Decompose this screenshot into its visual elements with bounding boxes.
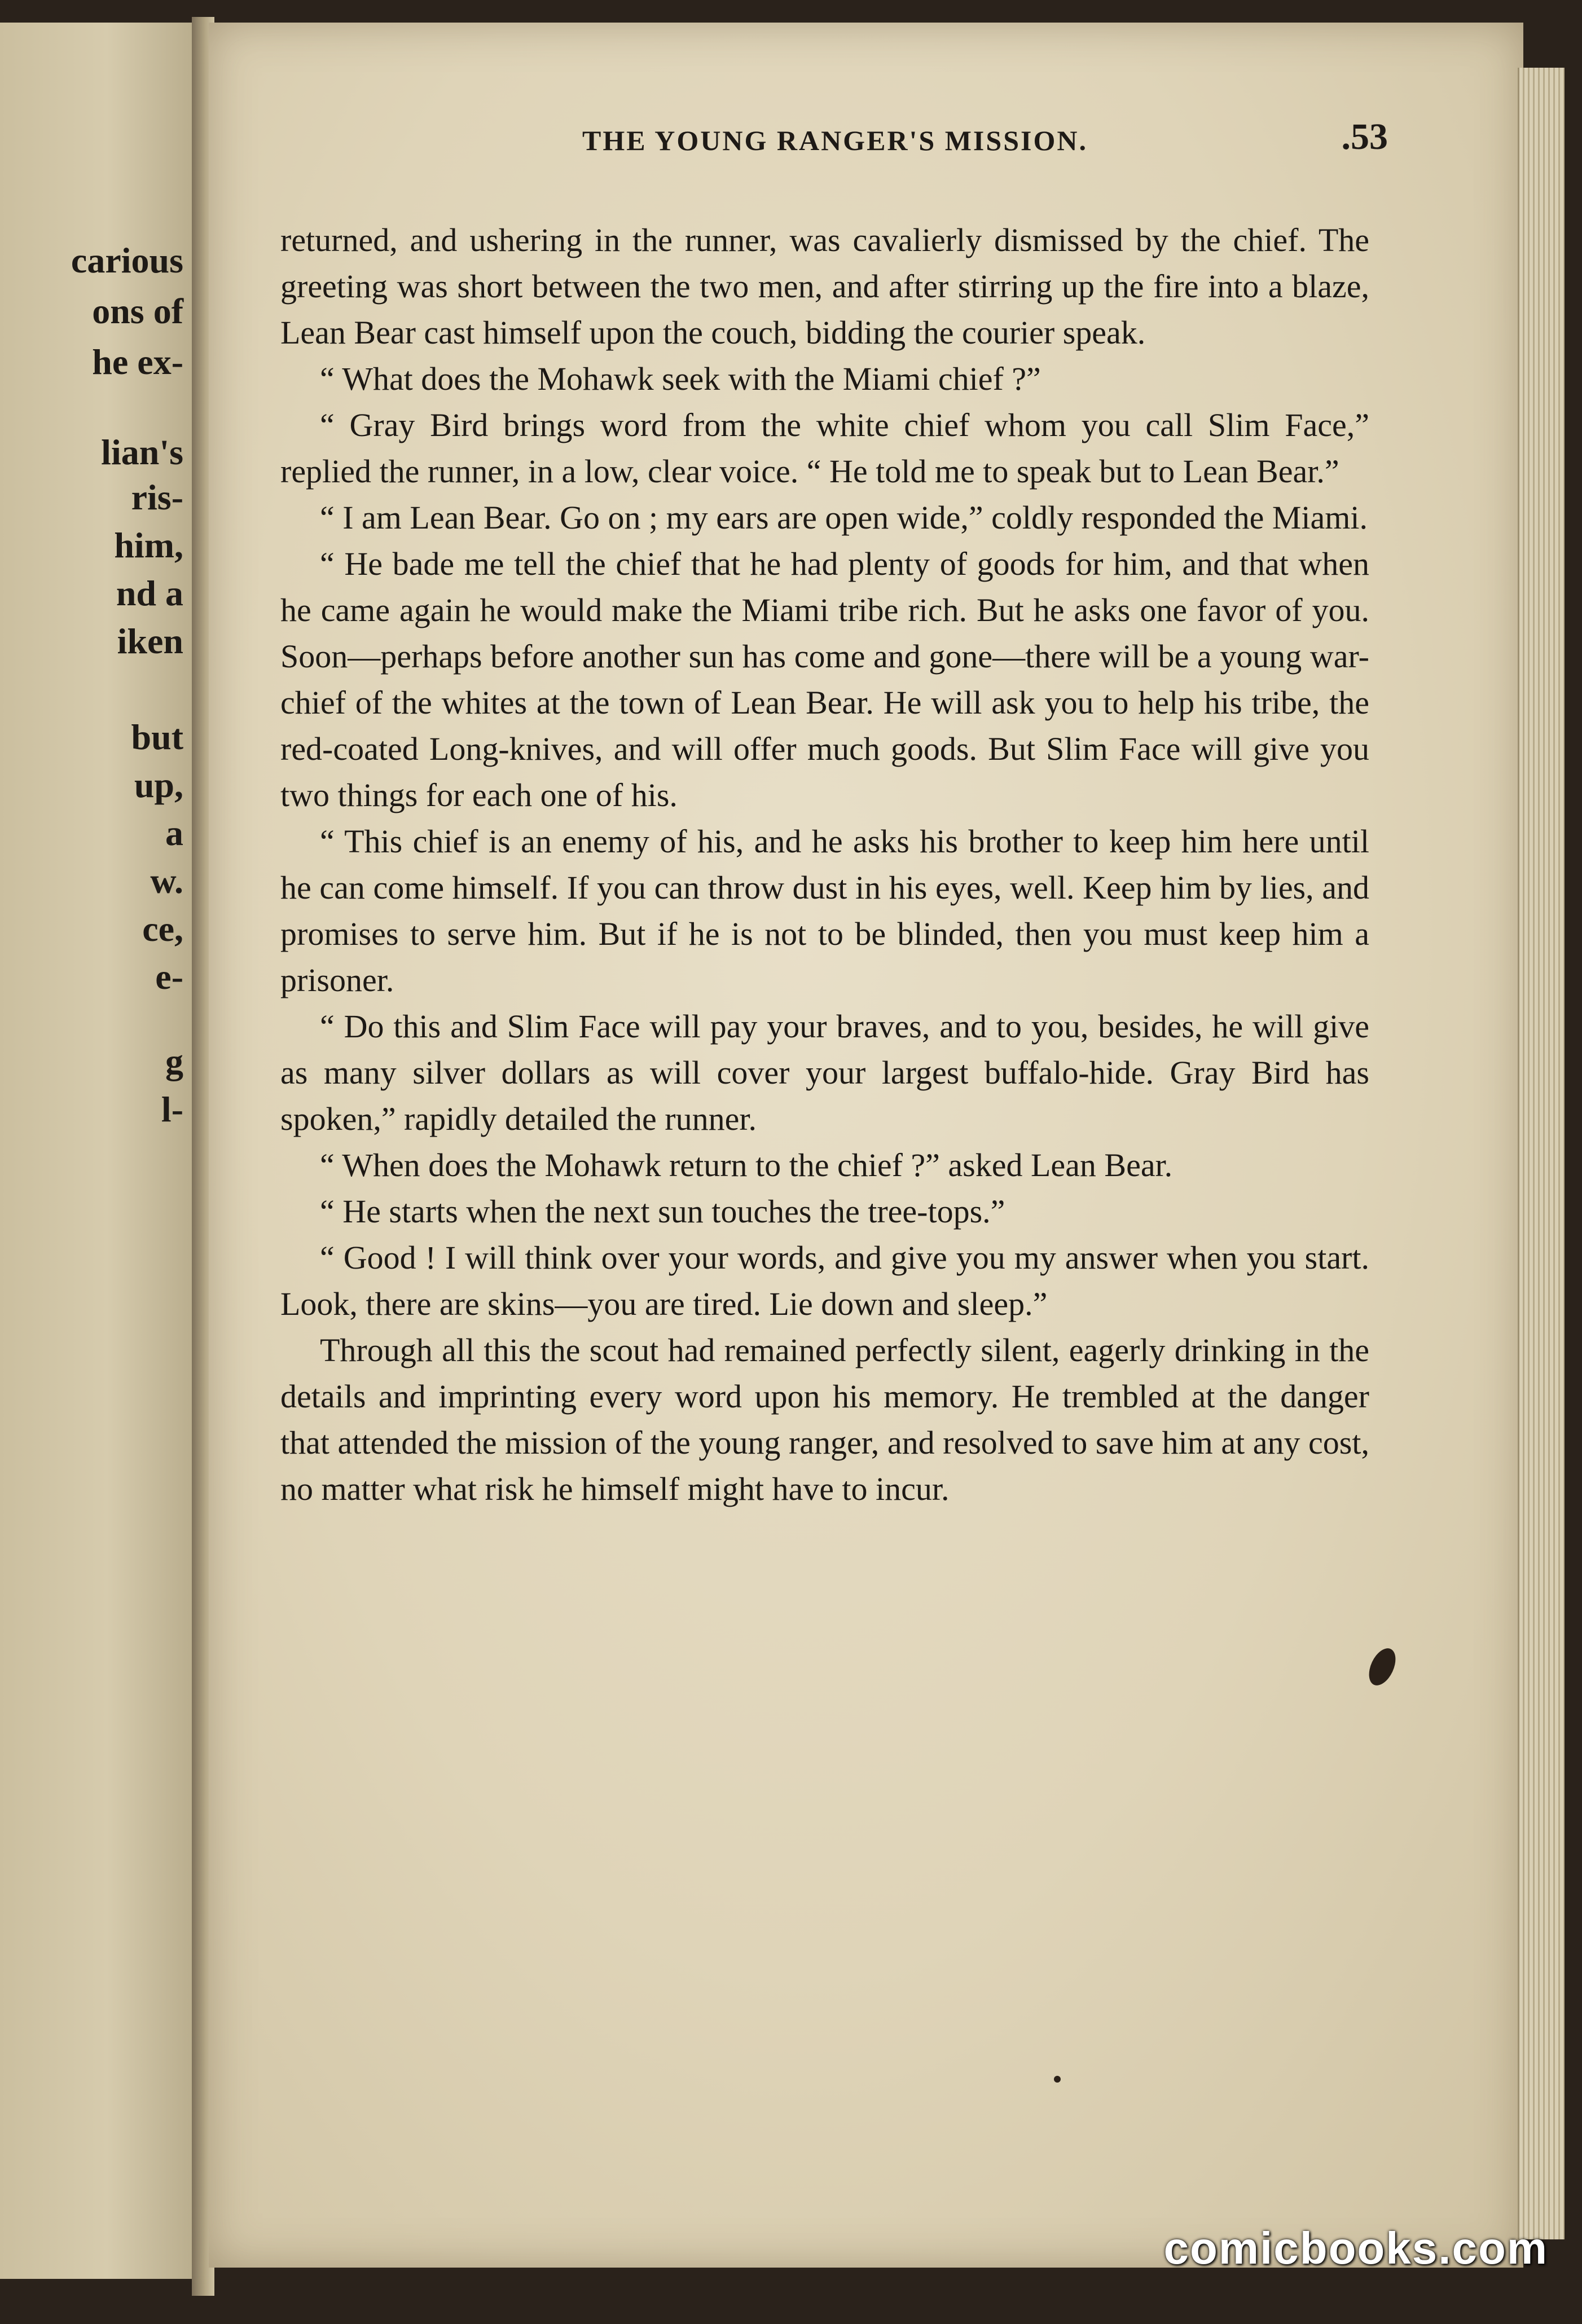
left-page-fragment: nd a xyxy=(116,573,183,613)
paragraph: “ This chief is an enemy of his, and he asks his brother to keep him here until he can come himself. If you can throw dust in his eyes, well. Keep him by lies, and promises to serve him. But if he is not to be blinded, then you must keep him a prisoner. xyxy=(280,823,1369,998)
page-number: .53 xyxy=(1341,116,1388,157)
left-page-fragment: carious xyxy=(71,240,183,280)
left-page-fragment: lian's xyxy=(101,432,183,472)
left-page-fragment: l- xyxy=(161,1089,183,1129)
paragraph: “ What does the Mohawk seek with the Miami chief ?” xyxy=(320,360,1041,397)
left-page-fragment: ons of xyxy=(92,291,183,331)
left-page-fragment: e- xyxy=(155,957,183,997)
left-page-fragment: he ex- xyxy=(92,342,183,382)
left-page-fragment: ris- xyxy=(131,477,183,517)
left-page-fragment: ce, xyxy=(142,909,183,949)
left-page-fragment: g xyxy=(165,1041,183,1081)
running-head: THE YOUNG RANGER'S MISSION. xyxy=(582,125,1088,156)
paragraph: “ He bade me tell the chief that he had plenty of goods for him, and that when he came again he would make the Miami tribe rich. But he asks one favor of you. Soon—perhaps before another sun has come and gone—there will be a young war-chief of the whites at the town of Lean Bear. He will ask you to help his tribe, the red-coated Long-knives, and will offer much goods. But Slim Face will give you two things for each one of his. xyxy=(280,545,1369,813)
watermark: comicbooks.com xyxy=(1163,2223,1548,2273)
left-page-fragment: w. xyxy=(150,861,183,901)
left-page-fragment: him, xyxy=(114,525,183,565)
left-page-fragment: but xyxy=(131,717,183,757)
left-page-fragment: up, xyxy=(134,765,183,805)
paragraph: “ He starts when the next sun touches the tree-tops.” xyxy=(320,1193,1005,1230)
paragraph: returned, and ushering in the runner, was cavalierly dismissed by the chief. The greeting was short between the two men, and after stirring up the fire into a blaze, Lean Bear cast himself upon the couch, bidding the courier speak. xyxy=(280,222,1369,351)
paragraph: “ I am Lean Bear. Go on ; my ears are open wide,” coldly responded the Miami. xyxy=(320,499,1368,536)
page-body xyxy=(280,217,1369,1512)
paragraph: “ When does the Mohawk return to the chief ?” asked Lean Bear. xyxy=(320,1147,1173,1183)
paragraph: “ Do this and Slim Face will pay your braves, and to you, besides, he will give as many silver dollars as will cover your largest buffalo-hide. Gray Bird has spoken,” rapidly detailed the runner. xyxy=(280,1008,1369,1137)
paragraph: “ Good ! I will think over your words, and give you my answer when you start. Look, there are skins—you are tired. Lie down and sleep.” xyxy=(280,1239,1369,1322)
page-edges xyxy=(1518,68,1565,2239)
left-page-fragment: a xyxy=(165,813,183,853)
paragraph: Through all this the scout had remained perfectly silent, eagerly drinking in the details and imprinting every word upon his memory. He trembled at the danger that attended the mission of the young ranger, and resolved to save him at any cost, no matter what risk he himself might have to incur. xyxy=(280,1332,1369,1507)
left-page-fragment: iken xyxy=(117,621,183,661)
paragraph: “ Gray Bird brings word from the white chief whom you call Slim Face,” replied the runner, in a low, clear voice. “ He told me to speak but to Lean Bear.” xyxy=(280,407,1369,490)
ink-speck xyxy=(1054,2076,1061,2083)
left-page xyxy=(0,23,198,2279)
